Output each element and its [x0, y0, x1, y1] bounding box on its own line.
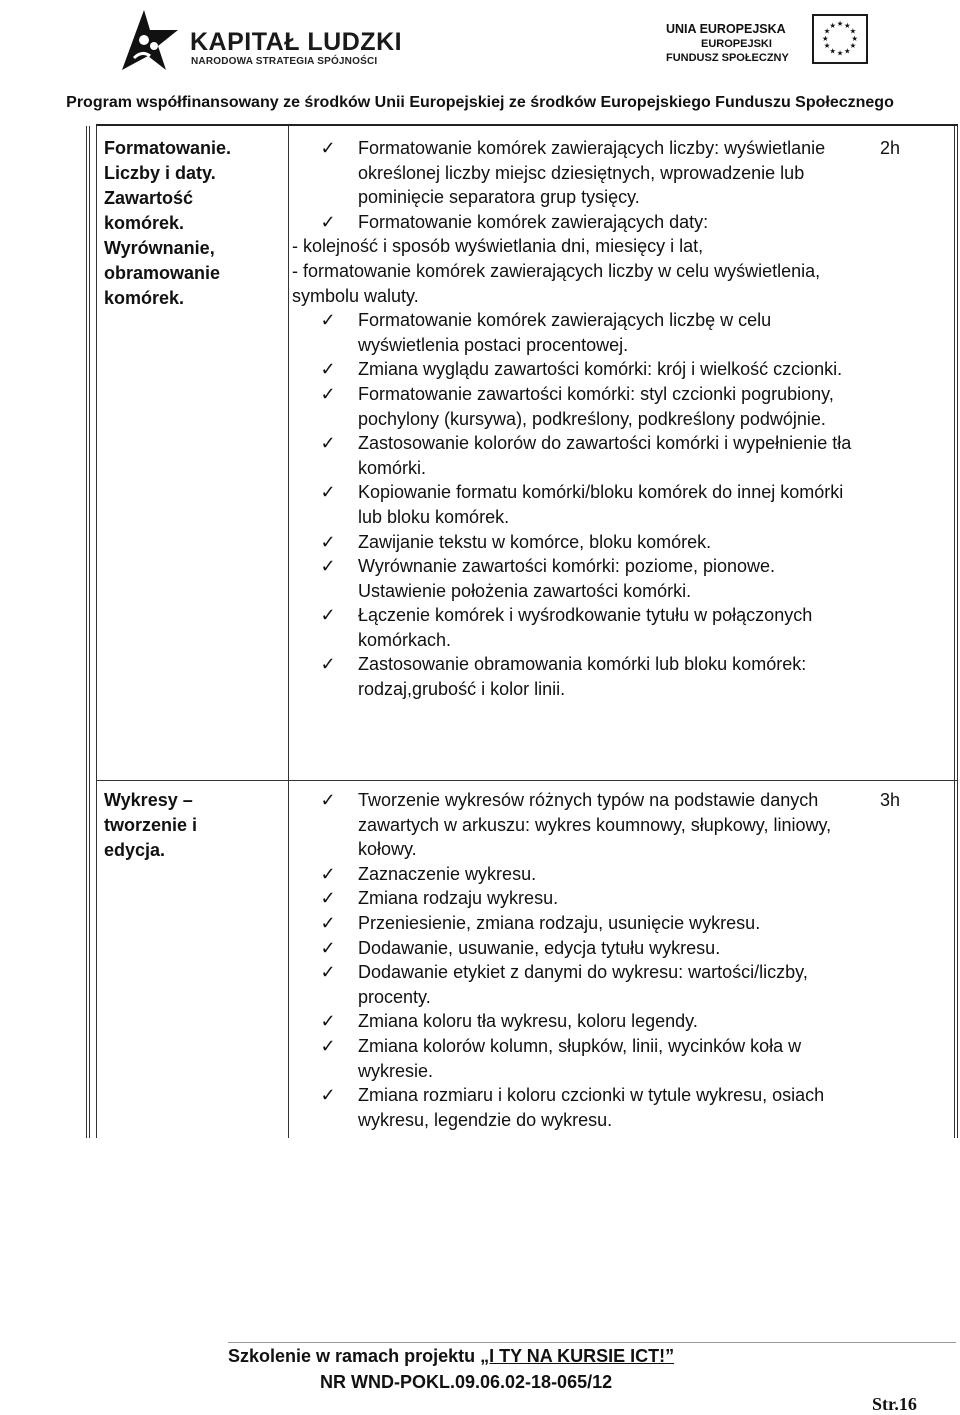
table-col-divider-2	[288, 126, 289, 1138]
checklist-item	[292, 382, 872, 431]
logo-right-line2: EUROPEJSKI	[701, 38, 772, 50]
item-text: Zmiana rozmiaru i koloru czcionki w tytule wykresu, osiach wykresu, legendzie do wykresu.	[358, 1085, 825, 1130]
checkmark-icon: ✓	[320, 138, 336, 158]
checklist-item	[292, 480, 872, 529]
checklist-item	[292, 554, 872, 579]
svg-text:★: ★	[836, 48, 844, 58]
item-text: Dodawanie etykiet z danymi do wykresu: wartości/liczby, procenty.	[358, 962, 808, 1007]
page-header	[0, 0, 960, 130]
svg-text:★: ★	[836, 19, 844, 29]
checklist-item	[292, 788, 872, 862]
checklist-continuation	[292, 579, 872, 604]
eu-logo	[666, 8, 876, 70]
checkmark-icon: ✓	[320, 433, 336, 454]
checkmark-icon: ✓	[320, 888, 336, 909]
checkmark-icon: ✓	[320, 863, 336, 884]
checkmark-icon: ✓	[320, 482, 336, 503]
page-number	[872, 1394, 917, 1415]
row1-topic: Formatowanie. Liczby i daty. Zawartość komórek. Wyrównanie, obramowanie komórek.	[104, 138, 232, 308]
table-border-right	[957, 126, 958, 1138]
checkmark-icon: ✓	[320, 1011, 336, 1032]
eu-flag-icon	[812, 14, 868, 64]
checkmark-icon: ✓	[320, 654, 336, 675]
footer-project-line	[228, 1346, 674, 1367]
row2-content	[292, 788, 872, 1132]
checklist-item	[292, 431, 872, 480]
plain-text-line	[292, 234, 872, 259]
item-text: Zmiana kolorów kolumn, słupków, linii, wycinków koła w wykresie.	[358, 1035, 802, 1081]
item-text: - kolejność i sposób wyświetlania dni, miesięcy i lat,	[292, 236, 704, 257]
item-text: Zmiana rodzaju wykresu.	[358, 888, 559, 909]
checklist-item	[292, 357, 872, 382]
item-text: Formatowanie komórek zawierających liczby: wyświetlanie określonej liczby miejsc dziesiętnych, wprowadzenie lub pominięcie separatora grup tysięcy.	[358, 138, 826, 208]
checklist-item	[292, 603, 872, 652]
footer-divider	[228, 1342, 956, 1343]
logo-right-line1: UNIA EUROPEJSKA	[666, 22, 786, 36]
item-text: Formatowanie komórek zawierających daty:	[358, 211, 709, 232]
checklist-item	[292, 886, 872, 911]
item-text: Przeniesienie, zmiana rodzaju, usunięcie wykresu.	[358, 912, 761, 933]
svg-text:★: ★	[823, 41, 831, 51]
checklist-item	[292, 960, 872, 1009]
kapital-ludzki-logo	[120, 6, 403, 72]
checkmark-icon: ✓	[320, 605, 336, 626]
checkmark-icon: ✓	[320, 912, 336, 933]
svg-text:★: ★	[844, 46, 851, 56]
checkmark-icon: ✓	[320, 359, 336, 380]
svg-text:★: ★	[821, 33, 829, 43]
checklist-item	[292, 210, 872, 235]
item-text: Kopiowanie formatu komórki/bloku komórek do innej komórki lub bloku komórek.	[358, 482, 844, 527]
footer-prefix: Szkolenie w ramach projektu	[228, 1346, 481, 1366]
checklist-item	[292, 936, 872, 961]
checkmark-icon: ✓	[320, 556, 336, 577]
item-text: Zastosowanie obramowania komórki lub bloku komórek: rodzaj,grubość i kolor linii.	[358, 654, 807, 700]
checkmark-icon: ✓	[320, 310, 336, 331]
row2-topic: Wykresy – tworzenie i edycja.	[104, 790, 198, 860]
item-text: Tworzenie wykresów różnych typów na podstawie danych zawartych w arkuszu: wykres koumnowy, słupkowy, liniowy, kołowy.	[358, 790, 832, 860]
page-label: Str.	[872, 1394, 899, 1414]
row1-hours: 2h	[880, 138, 901, 158]
program-funding-line: Program współfinansowany ze środków Unii Europejskiej ze środków Europejskiego Funduszu Społecznego	[66, 94, 894, 111]
row1-content	[292, 136, 872, 702]
table-row-divider	[96, 780, 958, 781]
table-border-left	[86, 126, 87, 1138]
checklist-item	[292, 530, 872, 555]
footer-project-name: „I TY NA KURSIE ICT!”	[480, 1346, 675, 1366]
checkmark-icon: ✓	[320, 962, 336, 983]
item-text: Zastosowanie kolorów do zawartości komórki i wypełnienie tła komórki.	[358, 433, 852, 478]
logo-right-line3: FUNDUSZ SPOŁECZNY	[666, 52, 789, 64]
plain-text-line	[292, 259, 872, 308]
svg-text:★: ★	[844, 20, 851, 30]
row2-hours: 3h	[880, 790, 901, 810]
table-border-left-inner	[89, 126, 90, 1138]
item-text: Formatowanie zawartości komórki: styl czcionki pogrubiony, pochylony (kursywa), podkreślony, podkreślony podwójnie.	[358, 383, 834, 429]
checklist-item	[292, 1009, 872, 1034]
checkmark-icon: ✓	[320, 383, 336, 404]
kapital-ludzki-star-icon	[120, 6, 180, 72]
checklist-item	[292, 862, 872, 887]
checklist-item	[292, 136, 872, 210]
item-text: Formatowanie komórek zawierających liczbę w celu wyświetlenia postaci procentowej.	[358, 310, 772, 355]
logo-left-subtitle: NARODOWA STRATEGIA SPÓJNOŚCI	[191, 56, 378, 67]
footer-project-number: NR WND-POKL.09.06.02-18-065/12	[320, 1372, 613, 1392]
item-text: Dodawanie, usuwanie, edycja tytułu wykresu.	[358, 937, 721, 958]
checkmark-icon: ✓	[320, 531, 336, 552]
checkmark-icon: ✓	[320, 1035, 336, 1056]
checkmark-icon: ✓	[320, 1085, 336, 1106]
table-col-divider-3	[954, 126, 955, 1138]
checklist-item	[292, 308, 872, 357]
checklist-item	[292, 1083, 872, 1132]
item-text: Zawijanie tekstu w komórce, bloku komórek.	[358, 531, 712, 552]
checkmark-icon: ✓	[320, 790, 336, 810]
svg-text:★: ★	[849, 26, 857, 36]
svg-text:★: ★	[849, 41, 857, 51]
svg-text:★: ★	[829, 20, 836, 30]
checkmark-icon: ✓	[320, 211, 336, 232]
logo-left-title: KAPITAŁ LUDZKI	[190, 28, 403, 56]
svg-text:★: ★	[829, 46, 836, 56]
checklist-item	[292, 652, 872, 701]
item-text: Ustawienie położenia zawartości komórki.	[358, 580, 692, 601]
item-text: Łączenie komórek i wyśrodkowanie tytułu w połączonych komórkach.	[358, 605, 813, 650]
item-text: Zmiana wyglądu zawartości komórki: krój i wielkość czcionki.	[358, 359, 843, 380]
svg-text:★: ★	[823, 26, 831, 36]
page-number-value: 16	[898, 1394, 917, 1414]
table-col-divider-1	[96, 126, 97, 1138]
item-text: - formatowanie komórek zawierających liczby w celu wyświetlenia, symbolu waluty.	[292, 260, 821, 306]
checklist-item	[292, 1034, 872, 1083]
checklist-item	[292, 911, 872, 936]
svg-text:★: ★	[851, 33, 859, 43]
item-text: Zmiana koloru tła wykresu, koloru legendy.	[358, 1011, 698, 1032]
item-text: Zaznaczenie wykresu.	[358, 863, 537, 884]
checkmark-icon: ✓	[320, 937, 336, 958]
item-text: Wyrównanie zawartości komórki: poziome, pionowe.	[358, 556, 776, 577]
